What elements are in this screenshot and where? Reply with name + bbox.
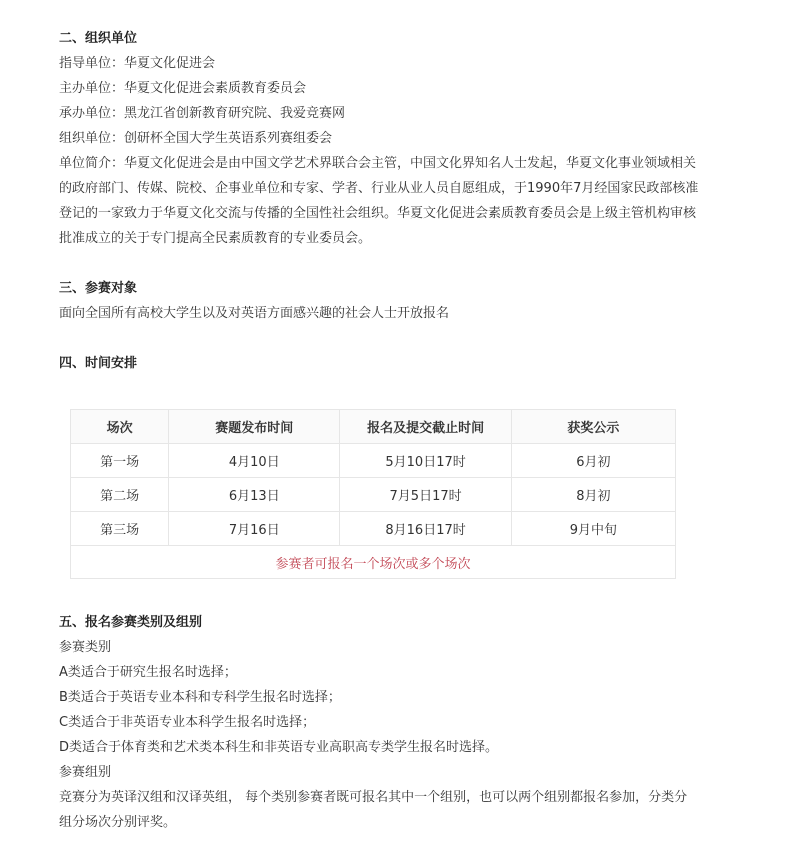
cell-award-announce: 6月初 — [511, 444, 675, 478]
section-heading-categories: 五、报名参赛类别及组别 — [59, 615, 203, 630]
cell-release-time: 6月13日 — [169, 478, 340, 512]
cell-release-time: 4月10日 — [169, 444, 340, 478]
category-c-line: C类适合于非英语专业本科学生报名时选择； — [59, 715, 316, 730]
unit-intro-paragraph: 单位简介：华夏文化促进会是由中国文学艺术界联合会主管，中国文化界知名人士发起，华夏文化事业领域相关的政府部门、传媒、院校、企事业单位和专家、学者、行业从业人员自愿组成，于1990年7月经国家民政部核准登记的一家致力于华夏文化交流与传播的全国性社会组织。华夏文化促进会素质教育委员会是上级主管机构审核批准成立的关于专门提高全民素质教育的专业委员会。 — [59, 156, 699, 246]
header-deadline: 报名及提交截止时间 — [340, 410, 511, 444]
host-unit-line: 主办单位：华夏文化促进会素质教育委员会 — [59, 81, 307, 96]
cell-award-announce: 9月中旬 — [511, 512, 675, 546]
category-subtitle: 参赛类别 — [59, 640, 112, 655]
section-heading-schedule: 四、时间安排 — [59, 356, 138, 371]
header-award-announce: 获奖公示 — [511, 410, 675, 444]
header-session: 场次 — [71, 410, 169, 444]
guide-unit-line: 指导单位：华夏文化促进会 — [59, 56, 216, 71]
article-content-lower — [59, 610, 739, 835]
participants-text: 面向全国所有高校大学生以及对英语方面感兴趣的社会人士开放报名 — [59, 306, 450, 321]
cell-release-time: 7月16日 — [169, 512, 340, 546]
cell-deadline: 7月5日17时 — [340, 478, 511, 512]
article-content — [59, 26, 739, 376]
table-row — [71, 478, 676, 512]
table-row — [71, 444, 676, 478]
category-b-line: B类适合于英语专业本科和专科学生报名时选择； — [59, 690, 341, 705]
section-heading-organizers: 二、组织单位 — [59, 31, 138, 46]
cell-session: 第一场 — [71, 444, 169, 478]
group-paragraph: 竞赛分为英译汉组和汉译英组， 每个类别参赛者既可报名其中一个组别，也可以两个组别都报名参加，分类分组分场次分别评奖。 — [59, 790, 688, 830]
table-row — [71, 512, 676, 546]
group-subtitle: 参赛组别 — [59, 765, 112, 780]
category-d-line: D类适合于体育类和艺术类本科生和非英语专业高职高专类学生报名时选择。 — [59, 740, 499, 755]
table-header-row — [71, 410, 676, 444]
cell-deadline: 5月10日17时 — [340, 444, 511, 478]
header-release-time: 赛题发布时间 — [169, 410, 340, 444]
schedule-table — [70, 409, 676, 579]
undertaker-unit-line: 承办单位：黑龙江省创新教育研究院、我爱竞赛网 — [59, 106, 346, 121]
organizer-unit-line: 组织单位：创研杯全国大学生英语系列赛组委会 — [59, 131, 333, 146]
schedule-note: 参赛者可报名一个场次或多个场次 — [71, 546, 676, 579]
category-a-line: A类适合于研究生报名时选择； — [59, 665, 237, 680]
cell-deadline: 8月16日17时 — [340, 512, 511, 546]
section-heading-participants: 三、参赛对象 — [59, 281, 138, 296]
cell-award-announce: 8月初 — [511, 478, 675, 512]
cell-session: 第三场 — [71, 512, 169, 546]
cell-session: 第二场 — [71, 478, 169, 512]
table-note-row — [71, 546, 676, 579]
